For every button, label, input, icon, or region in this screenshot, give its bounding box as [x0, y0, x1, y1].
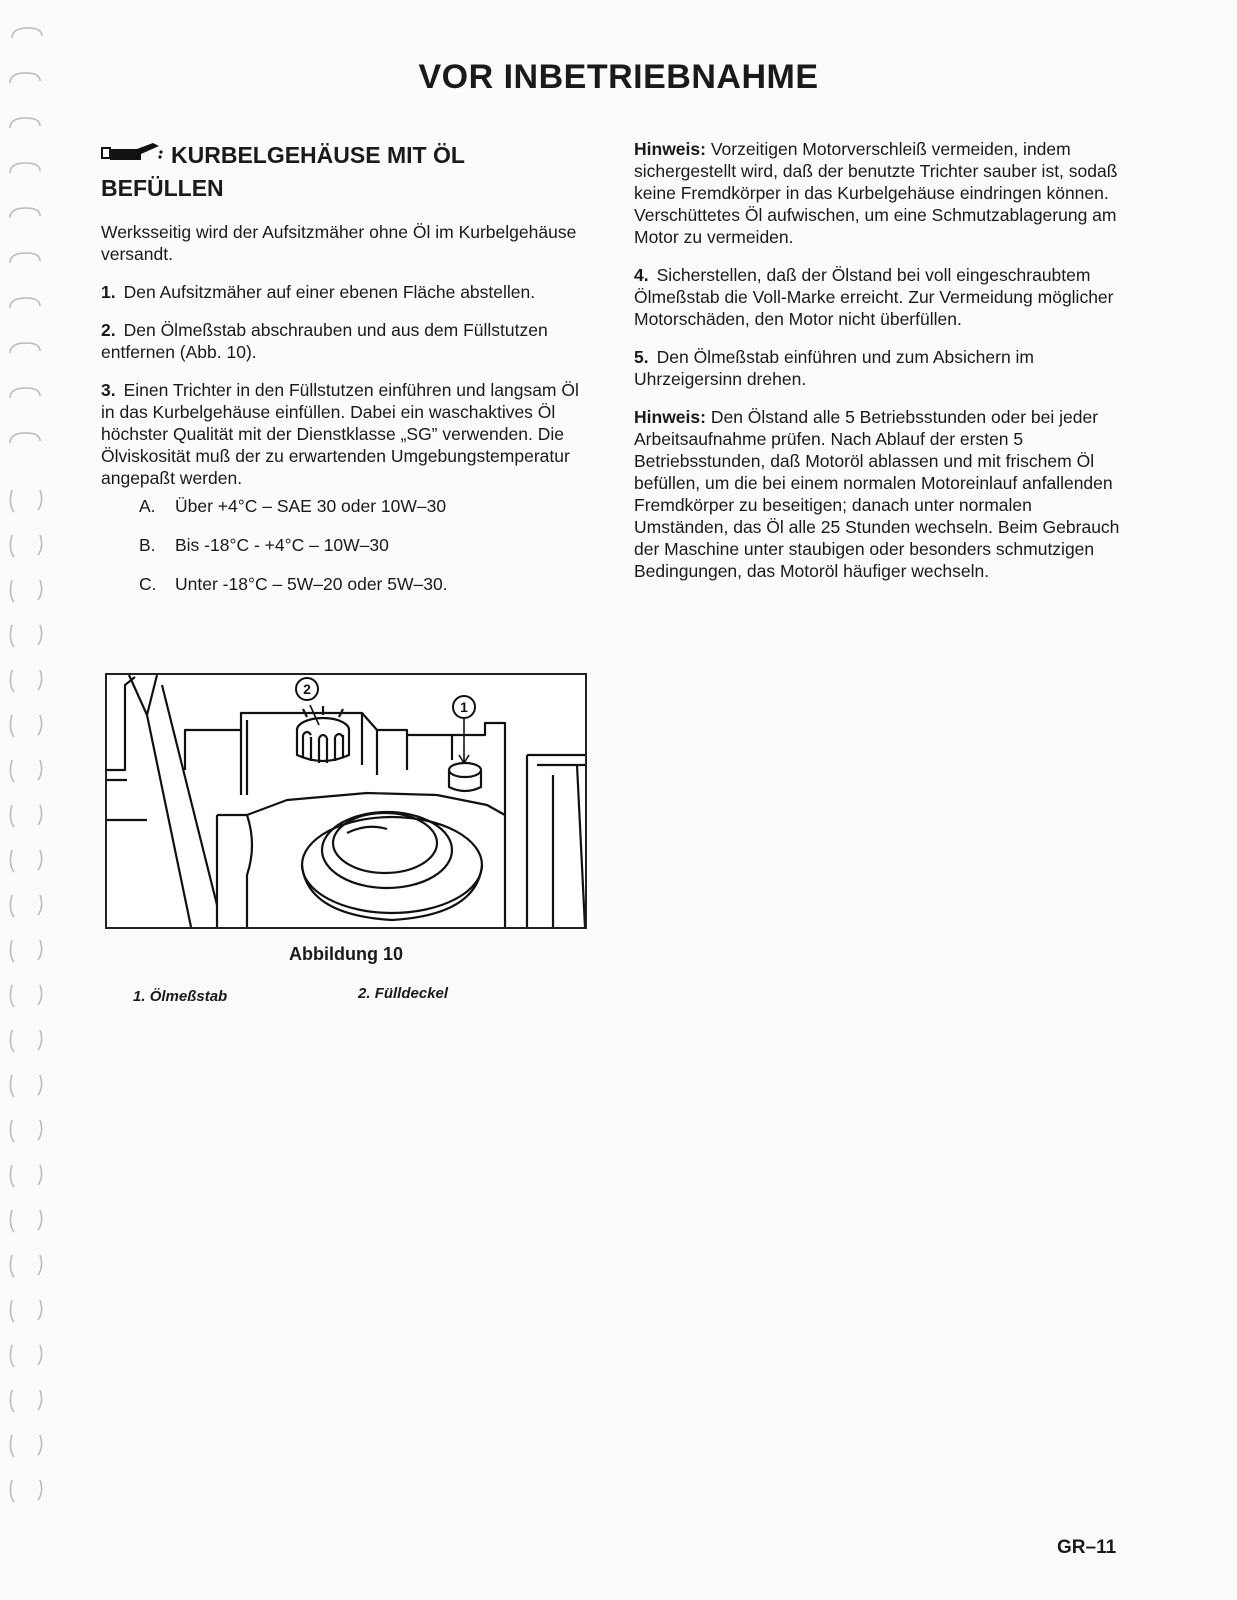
legend-number: 1.: [133, 988, 146, 1005]
step-2-number: 2.: [101, 320, 116, 341]
viscosity-letter: C.: [139, 574, 157, 595]
viscosity-text: Unter -18°C – 5W–20 oder 5W–30.: [175, 574, 448, 595]
viscosity-letter: A.: [139, 496, 156, 517]
viscosity-item: [139, 495, 591, 517]
step-2: [101, 319, 591, 363]
intro-text: Werksseitig wird der Aufsitzmäher ohne Öl im Kurbelgehäuse versandt.: [101, 222, 577, 265]
binder-holes: [0, 20, 60, 1580]
step-5-text: Den Ölmeßstab einführen und zum Absichern im Uhrzeigersinn drehen.: [634, 347, 1035, 389]
oil-can-icon: [101, 140, 163, 173]
note-2: [634, 406, 1124, 582]
step-4-number: 4.: [634, 265, 649, 285]
step-4: [634, 264, 1124, 330]
step-3-number: 3.: [101, 380, 116, 401]
callout-1-label: 1: [460, 699, 468, 715]
callout-2: [296, 678, 318, 700]
step-2-text: Den Ölmeßstab abschrauben und aus dem Füllstutzen entfernen (Abb. 10).: [101, 320, 548, 363]
page-title: VOR INBETRIEBNAHME: [418, 58, 819, 96]
step-1-number: 1.: [101, 282, 116, 303]
note-2-text: Den Ölstand alle 5 Betriebsstunden oder bei jeder Arbeitsaufnahme prüfen. Nach Ablauf der ersten 5 Betriebsstunden, daß Motoröl ablassen und mit frischem Öl befüllen, um die bei einem normalen Motoreinlauf anfallenden Fremdkörper zu beseitigen; danach unter normalen Umständen, das Öl alle 25 Stunden wechseln. Beim Gebrauch der Maschine unter staubigen oder besonders schmutzigen Bedingungen, das Motoröl häufiger wechseln.: [634, 407, 1120, 581]
section-heading-text: KURBELGEHÄUSE MIT ÖL BEFÜLLEN: [101, 142, 465, 202]
note-1-label: Hinweis:: [634, 139, 706, 159]
viscosity-text: Über +4°C – SAE 30 oder 10W–30: [175, 496, 447, 517]
figure-legend-item: [133, 988, 227, 1005]
viscosity-item: [139, 534, 591, 556]
step-1-text: Den Aufsitzmäher auf einer ebenen Fläche abstellen.: [123, 282, 536, 303]
engine-figure: [105, 673, 587, 929]
step-5-number: 5.: [634, 347, 649, 367]
right-column: [634, 138, 1124, 598]
binder-holes-graphic: [0, 20, 60, 1580]
callout-1: [453, 696, 475, 718]
engine-illustration: [107, 675, 585, 927]
legend-label: Ölmeßstab: [149, 988, 228, 1005]
viscosity-letter: B.: [139, 535, 156, 556]
page-number: GR–11: [1057, 1537, 1117, 1558]
step-3: [101, 379, 591, 489]
viscosity-text: Bis -18°C - +4°C – 10W–30: [175, 535, 389, 556]
legend-label: Fülldeckel: [374, 985, 449, 1002]
note-1-text: Vorzeitigen Motorverschleiß vermeiden, indem sichergestellt wird, daß der benutzte Trichter sauber ist, sodaß keine Fremdkörper in das Kurbelgehäuse eindringen können. Verschüttetes Öl aufwischen, um eine Schmutzablagerung am Motor zu vermeiden.: [634, 139, 1118, 247]
step-1: [101, 281, 591, 303]
legend-number: 2.: [358, 985, 371, 1002]
note-1: [634, 138, 1124, 248]
note-2-label: Hinweis:: [634, 407, 706, 427]
figure-caption: Abbildung 10: [289, 944, 403, 964]
section-heading: [101, 140, 591, 203]
step-3-text: Einen Trichter in den Füllstutzen einführen und langsam Öl in das Kurbelgehäuse einfüllen. Dabei ein waschaktives Öl höchster Qualität mit der Dienstklasse „SG” verwenden. Die Ölviskosität muß der zu erwartenden Umgebungstemperatur angepaßt werden.: [101, 380, 579, 489]
callout-2-label: 2: [303, 681, 311, 697]
left-column: [101, 140, 591, 612]
figure-legend-item: [358, 985, 448, 1002]
step-4-text: Sicherstellen, daß der Ölstand bei voll eingeschraubtem Ölmeßstab die Voll-Marke erreicht. Zur Vermeidung möglicher Motorschäden, den Motor nicht überfüllen.: [634, 265, 1114, 329]
viscosity-list: [139, 495, 591, 595]
step-5: [634, 346, 1124, 390]
viscosity-item: [139, 573, 591, 595]
